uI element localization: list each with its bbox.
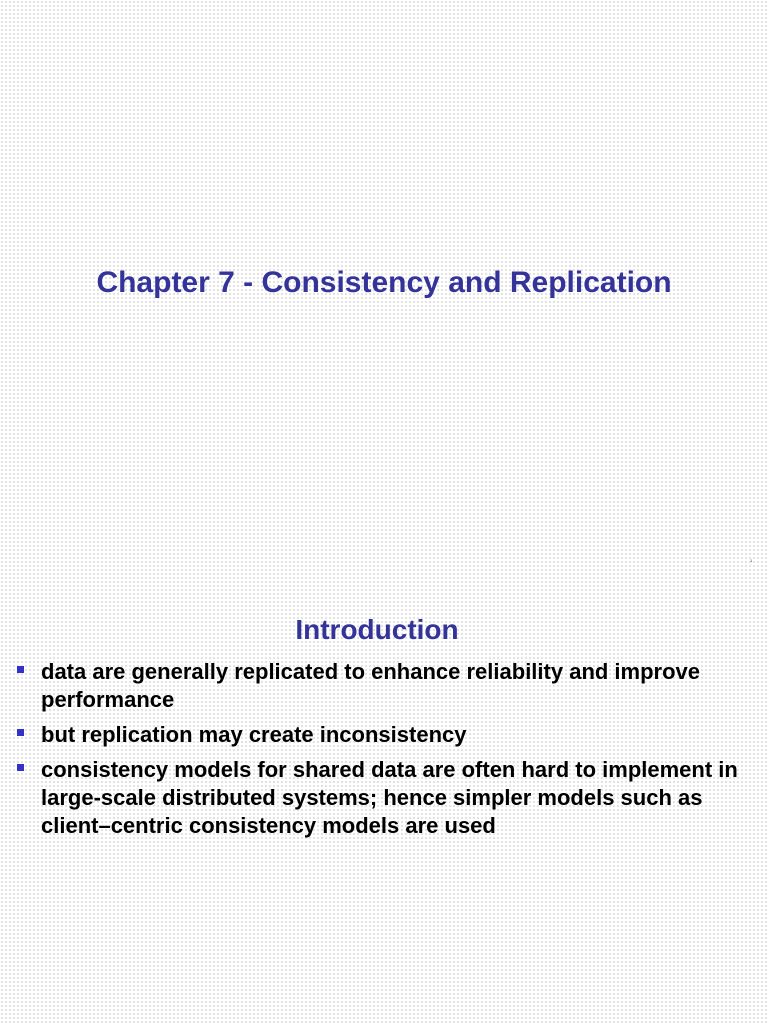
square-bullet-icon: [17, 764, 24, 771]
bullet-item: [0, 756, 740, 840]
bullet-list: [0, 658, 740, 847]
bullet-item: [0, 721, 740, 749]
square-bullet-icon: [17, 666, 24, 673]
bullet-item: [0, 658, 740, 714]
introduction-slide: [0, 576, 768, 1024]
page-number: 1: [750, 558, 753, 563]
chapter-title: Chapter 7 - Consistency and Replication: [96, 266, 672, 299]
bullet-text: data are generally replicated to enhance reliability and improve performance: [41, 659, 701, 712]
square-bullet-icon: [17, 729, 24, 736]
bullet-text: but replication may create inconsistency: [41, 722, 467, 747]
slide-heading: Introduction: [295, 614, 459, 645]
bullet-text: consistency models for shared data are often hard to implement in large-scale distributed systems; hence simpler models such as client–centric consistency models are used: [41, 757, 738, 838]
